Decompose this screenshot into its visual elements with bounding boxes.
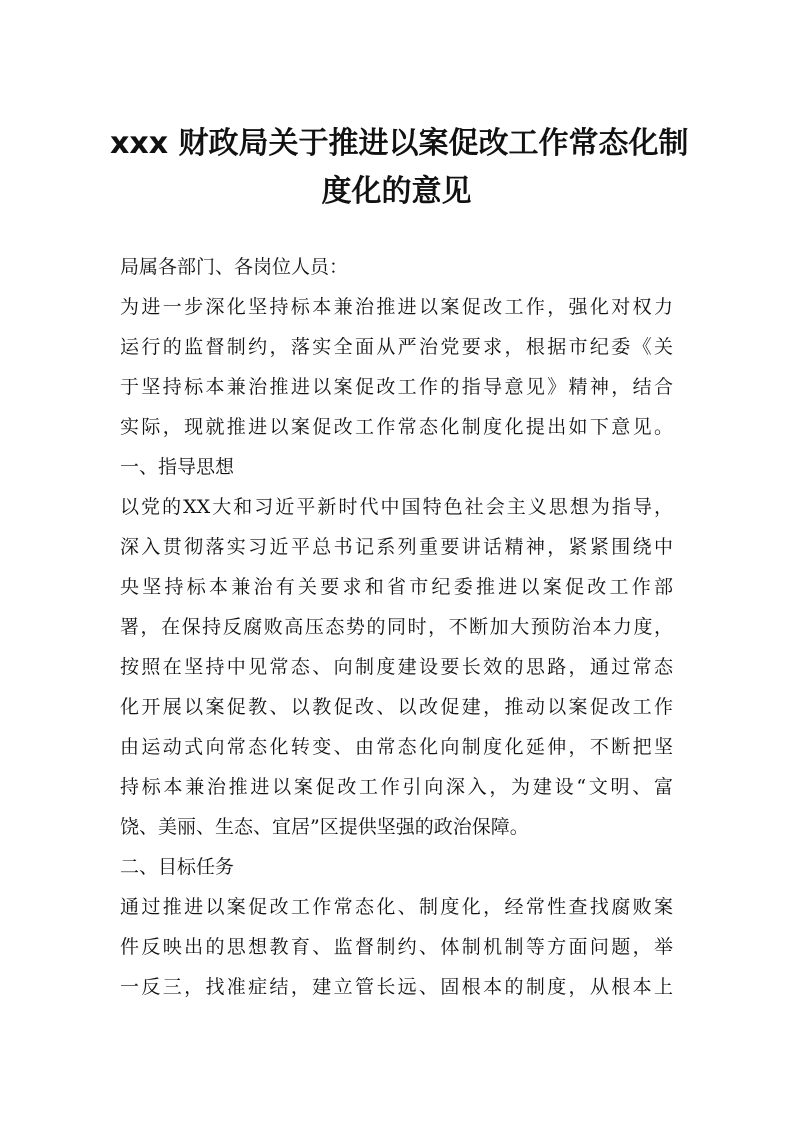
paragraph-line: 于坚持标本兼治推进以案促改工作的指导意见》精神，结合: [120, 376, 673, 398]
paragraph-line: 运行的监督制约，落实全面从严治党要求，根据市纪委《关: [120, 336, 673, 358]
section-heading: 一、指导思想: [120, 456, 235, 478]
paragraph-line: 以党的XX大和习近平新时代中国特色社会主义思想为指导，: [120, 496, 673, 518]
salutation: 局属各部门、各岗位人员：: [120, 256, 349, 278]
document-title-line-2: 度化的意见: [321, 174, 472, 209]
paragraph-line: 一反三，找准症结，建立管长远、固根本的制度，从根本上: [120, 976, 673, 998]
paragraph-line: 为进一步深化坚持标本兼治推进以案促改工作，强化对权力: [120, 296, 673, 318]
paragraph-line: 件反映出的思想教育、监督制约、体制机制等方面问题，举: [120, 936, 673, 958]
document-title-line-1: xxx 财政局关于推进以案促改工作常态化制: [110, 126, 689, 161]
paragraph-line: 深入贯彻落实习近平总书记系列重要讲话精神，紧紧围绕中: [120, 536, 673, 558]
paragraph-line: 央坚持标本兼治有关要求和省市纪委推进以案促改工作部: [120, 576, 673, 598]
section-heading: 二、目标任务: [120, 856, 235, 878]
paragraph-line: 化开展以案促教、以教促改、以改促建，推动以案促改工作: [120, 696, 673, 718]
paragraph-line: 署，在保持反腐败高压态势的同时，不断加大预防治本力度，: [120, 616, 673, 638]
paragraph-line: 实际，现就推进以案促改工作常态化制度化提出如下意见。: [120, 416, 673, 438]
paragraph-line: 按照在坚持中见常态、向制度建设要长效的思路，通过常态: [120, 656, 673, 678]
paragraph-line: 由运动式向常态化转变、由常态化向制度化延伸，不断把坚: [120, 736, 673, 758]
paragraph-line: 饶、美丽、生态、宜居”区提供坚强的政治保障。: [120, 816, 529, 838]
paragraph-line: 持标本兼治推进以案促改工作引向深入，为建设“文明、富: [120, 776, 673, 798]
paragraph-line: 通过推进以案促改工作常态化、制度化，经常性查找腐败案: [120, 896, 673, 918]
